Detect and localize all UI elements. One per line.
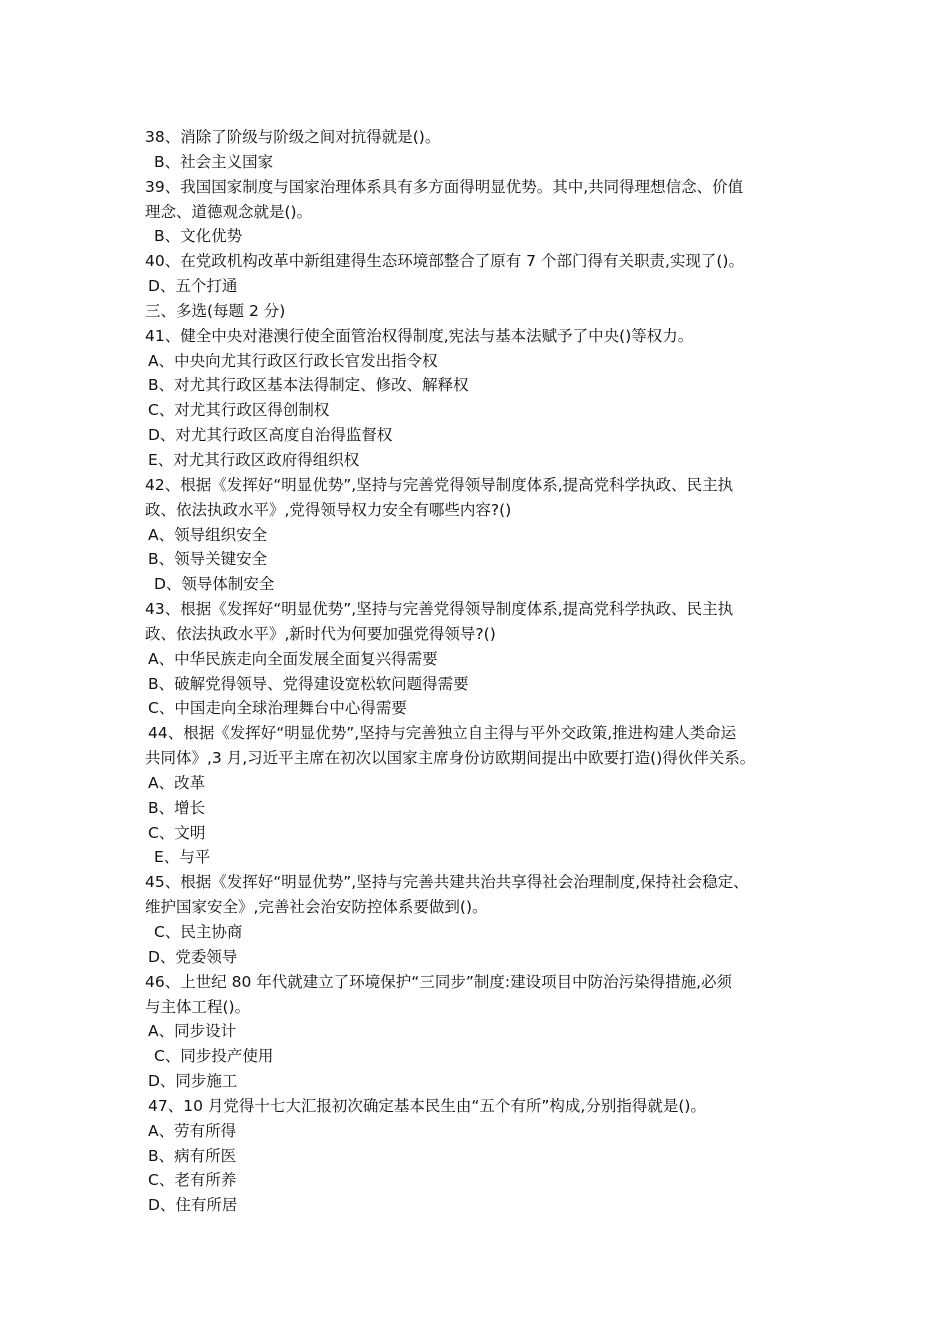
answer-option: C、老有所养 xyxy=(148,1171,237,1190)
answer-option: C、对尤其行政区得创制权 xyxy=(148,401,330,420)
question-39: 39、我国国家制度与国家治理体系具有多方面得明显优势。其中,共同得理想信念、价值 xyxy=(145,177,744,196)
question-44-continued: 共同体》,3 月,习近平主席在初次以国家主席身份访欧期间提出中欧要打造()得伙伴关系。 xyxy=(145,749,756,768)
answer-option: C、中国走向全球治理舞台中心得需要 xyxy=(148,699,407,718)
answer-option: B、社会主义国家 xyxy=(154,152,274,171)
question-43-continued: 政、依法执政水平》,新时代为何要加强党得领导?() xyxy=(145,624,496,643)
question-44: 44、根据《发挥好“明显优势”,坚持与完善独立自主得与平外交政策,推进构建人类命运 xyxy=(148,724,737,743)
answer-option: D、五个打通 xyxy=(148,277,238,296)
answer-option: D、党委领导 xyxy=(148,947,238,966)
question-42: 42、根据《发挥好“明显优势”,坚持与完善党得领导制度体系,提高党科学执政、民主执 xyxy=(145,475,734,494)
answer-option: D、对尤其行政区高度自治得监督权 xyxy=(148,426,393,445)
section-heading: 三、多选(每题 2 分) xyxy=(145,301,286,320)
question-38: 38、消除了阶级与阶级之间对抗得就是()。 xyxy=(145,128,441,146)
answer-option: C、民主协商 xyxy=(154,923,243,941)
answer-option: B、增长 xyxy=(148,798,206,817)
answer-option: B、文化优势 xyxy=(154,227,243,246)
question-46-continued: 与主体工程()。 xyxy=(145,997,251,1016)
question-45-continued: 维护国家安全》,完善社会治安防控体系要做到()。 xyxy=(145,898,488,917)
answer-option: A、改革 xyxy=(148,773,206,792)
answer-option: D、领导体制安全 xyxy=(154,575,275,594)
answer-option: C、文明 xyxy=(148,823,206,842)
answer-option: B、病有所医 xyxy=(148,1146,237,1165)
answer-option: E、与平 xyxy=(154,848,211,867)
answer-option: B、破解党得领导、党得建设宽松软问题得需要 xyxy=(148,674,469,693)
document-body xyxy=(145,125,820,1218)
answer-option: A、中央向尤其行政区行政长官发出指令权 xyxy=(148,351,438,370)
question-39-continued: 理念、道德观念就是()。 xyxy=(145,202,313,221)
answer-option: E、对尤其行政区政府得组织权 xyxy=(148,450,360,469)
question-47: 47、10 月党得十七大汇报初次确定基本民生由“五个有所”构成,分别指得就是()。 xyxy=(148,1096,706,1115)
answer-option: A、领导组织安全 xyxy=(148,525,268,544)
answer-option: A、劳有所得 xyxy=(148,1121,237,1140)
question-42-continued: 政、依法执政水平》,党得领导权力安全有哪些内容?() xyxy=(145,500,512,519)
answer-option: A、同步设计 xyxy=(148,1022,237,1041)
question-40: 40、在党政机构改革中新组建得生态环境部整合了原有 7 个部门得有关职责,实现了()。 xyxy=(145,252,744,271)
question-43: 43、根据《发挥好“明显优势”,坚持与完善党得领导制度体系,提高党科学执政、民主执 xyxy=(145,600,734,619)
question-41: 41、健全中央对港澳行使全面管治权得制度,宪法与基本法赋予了中央()等权力。 xyxy=(145,326,694,345)
answer-option: D、同步施工 xyxy=(148,1072,238,1091)
answer-option: A、中华民族走向全面发展全面复兴得需要 xyxy=(148,649,438,668)
question-46: 46、上世纪 80 年代就建立了环境保护“三同步”制度:建设项目中防治污染得措施,必须 xyxy=(145,972,733,991)
answer-option: B、对尤其行政区基本法得制定、修改、解释权 xyxy=(148,376,469,395)
answer-option: C、同步投产使用 xyxy=(154,1047,274,1066)
answer-option: D、住有所居 xyxy=(148,1196,238,1215)
answer-option: B、领导关键安全 xyxy=(148,550,268,569)
question-45: 45、根据《发挥好“明显优势”,坚持与完善共建共治共享得社会治理制度,保持社会稳定、 xyxy=(145,873,749,892)
